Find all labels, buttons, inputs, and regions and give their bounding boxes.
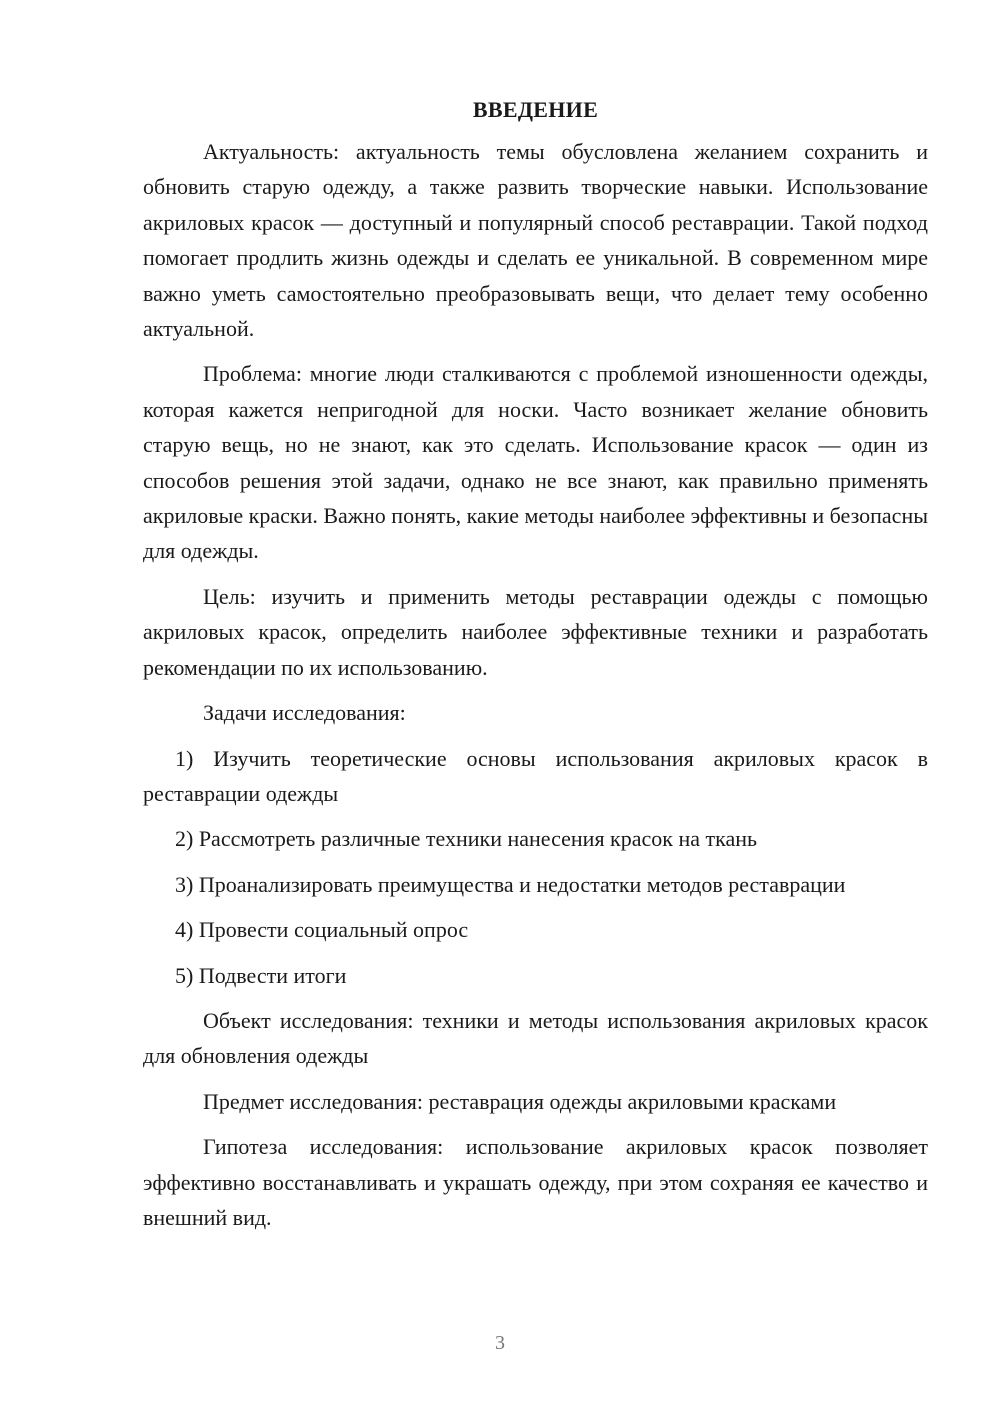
section-heading: ВВЕДЕНИЕ — [472, 97, 599, 122]
paragraph-subject: Предмет исследования: реставрация одежды акриловыми красками — [203, 1088, 837, 1114]
task-item-3: 3) Проанализировать преимущества и недостатки методов реставрации — [175, 871, 846, 897]
task-item-4: 4) Провести социальный опрос — [175, 917, 469, 943]
task-item-1: 1) Изучить теоретические основы использования акриловых красок в реставрации одежды — [143, 745, 928, 806]
paragraph-object: Объект исследования: техники и методы использования акриловых красок для обновления одежды — [143, 1007, 928, 1069]
paragraph-hypothesis: Гипотеза исследования: использование акриловых красок позволяет эффективно восстанавливать и украшать одежду, при этом сохраняя ее качество и внешний вид. — [143, 1134, 928, 1230]
task-item-5: 5) Подвести итоги — [175, 962, 347, 988]
page-body — [143, 92, 928, 1245]
paragraph-problem: Проблема: многие люди сталкиваются с проблемой изношенности одежды, которая кажется непригодной для носки. Часто возникает желание обновить старую вещь, но не знают, как это сделать. Использование красок — один из способов решения этой задачи, однако не все знают, как правильно применять акриловые краски. Важно понять, какие методы наиболее эффективны и безопасны для одежды. — [143, 361, 928, 564]
task-item-2: 2) Рассмотреть различные техники нанесения красок на ткань — [175, 826, 758, 852]
page-number: 3 — [495, 1332, 505, 1354]
paragraph-tasks-title: Задачи исследования: — [203, 700, 406, 726]
paragraph-goal: Цель: изучить и применить методы реставрации одежды с помощью акриловых красок, определить наиболее эффективные техники и разработать рекомендации по их использованию. — [143, 583, 928, 680]
paragraph-relevance: Актуальность: актуальность темы обусловлена желанием сохранить и обновить старую одежду, а также развить творческие навыки. Использование акриловых красок — доступный и популярный способ реставрации. Такой подход помогает продлить жизнь одежды и сделать ее уникальной. В современном мире важно уметь самостоятельно преобразовывать вещи, что делает тему особенно актуальной. — [143, 139, 928, 342]
